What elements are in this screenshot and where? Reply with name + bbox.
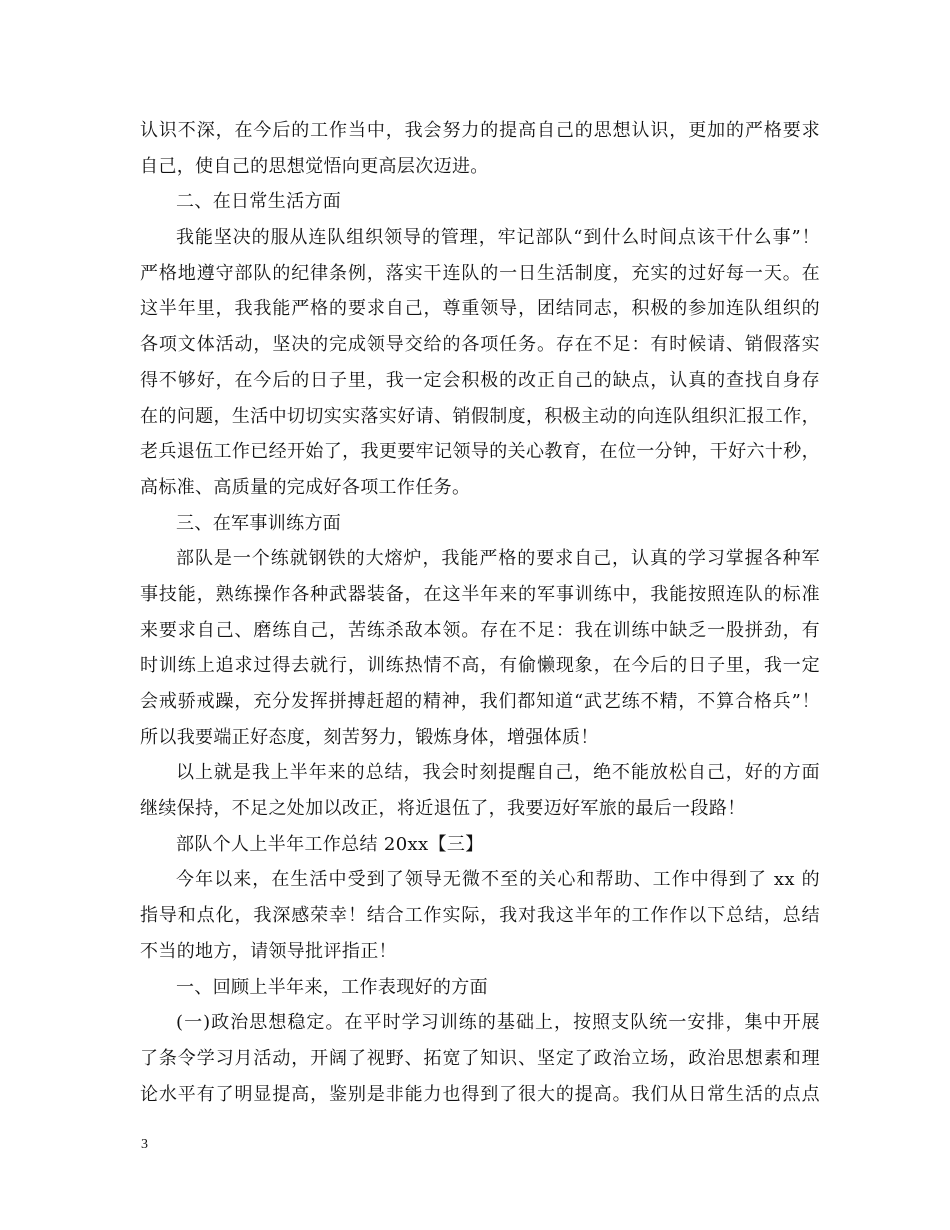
text-line: 时训练上追求过得去就行，训练热情不高，有偷懒现象，在今后的日子里，我一定	[140, 655, 820, 677]
text-line: 老兵退伍工作已经开始了，我更要牢记领导的关心教育，在位一分钟，干好六十秒，	[140, 441, 820, 463]
text-line: 我能坚决的服从连队组织领导的管理，牢记部队“到什么时间点该干什么事”！	[176, 227, 820, 249]
text-line: 自己，使自己的思想觉悟向更高层次迈进。	[140, 155, 489, 177]
text-line: 以上就是我上半年来的总结，我会时刻提醒自己，绝不能放松自己，好的方面	[176, 762, 820, 784]
text-line: 今年以来，在生活中受到了领导无微不至的关心和帮助、工作中得到了 xx 的	[176, 869, 820, 891]
page-number: 3	[141, 1137, 148, 1152]
text-line: 严格地遵守部队的纪律条例，落实干连队的一日生活制度，充实的过好每一天。在	[140, 262, 820, 284]
text-line: 不当的地方，请领导批评指正！	[140, 940, 397, 962]
text-line: 在的问题，生活中切切实实落实好请、销假制度，积极主动的向连队组织汇报工作，	[140, 405, 820, 427]
text-line: 三、在军事训练方面	[176, 512, 342, 534]
text-line: 指导和点化，我深感荣幸！结合工作实际，我对我这半年的工作作以下总结，总结	[140, 905, 820, 927]
text-line: (一)政治思想稳定。在平时学习训练的基础上，按照支队统一安排，集中开展	[176, 1012, 820, 1034]
text-line: 事技能，熟练操作各种武器装备，在这半年来的军事训练中，我能按照连队的标准	[140, 583, 820, 605]
text-line: 高标准、高质量的完成好各项工作任务。	[140, 476, 471, 498]
document-body	[140, 113, 820, 1112]
text-line: 得不够好，在今后的日子里，我一定会积极的改正自己的缺点，认真的查找自身存	[140, 369, 820, 391]
text-line: 继续保持，不足之处加以改正，将近退伍了，我要迈好军旅的最后一段路！	[140, 798, 746, 820]
text-line: 所以我要端正好态度，刻苦努力，锻炼身体，增强体质！	[140, 726, 599, 748]
text-line: 了条令学习月活动，开阔了视野、拓宽了知识、坚定了政治立场，政治思想素和理	[140, 1047, 820, 1069]
text-line: 各项文体活动，坚决的完成领导交给的各项任务。存在不足：有时候请、销假落实	[140, 334, 820, 356]
text-line: 论水平有了明显提高，鉴别是非能力也得到了很大的提高。我们从日常生活的点点	[140, 1083, 820, 1105]
text-line: 部队是一个练就钢铁的大熔炉，我能严格的要求自己，认真的学习掌握各种军	[176, 548, 820, 570]
text-line: 这半年里，我我能严格的要求自己，尊重领导，团结同志，积极的参加连队组织的	[140, 298, 820, 320]
text-line: 一、回顾上半年来，工作表现好的方面	[176, 976, 488, 998]
text-line: 来要求自己、磨练自己，苦练杀敌本领。存在不足：我在训练中缺乏一股拼劲，有	[140, 619, 820, 641]
text-line: 二、在日常生活方面	[176, 191, 342, 213]
text-line: 认识不深，在今后的工作当中，我会努力的提高自己的思想认识，更加的严格要求	[140, 120, 820, 141]
text-line: 会戒骄戒躁，充分发挥拼搏赶超的精神，我们都知道“武艺练不精，不算合格兵”！	[140, 691, 820, 712]
text-line: 部队个人上半年工作总结 20xx【三】	[176, 833, 484, 855]
